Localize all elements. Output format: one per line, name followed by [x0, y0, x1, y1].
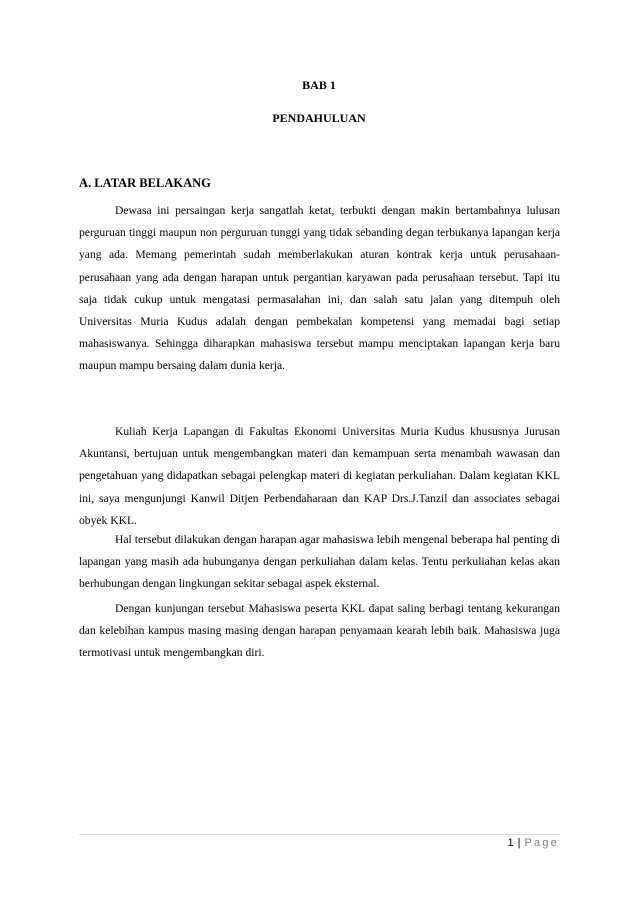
chapter-title: PENDAHULUAN — [272, 111, 366, 125]
paragraph-2 — [79, 421, 560, 532]
paragraph-text: Dewasa ini persaingan kerja sangatlah ketat, terbukti dengan makin bertambahnya lulusan perguruan tinggi maupun non perguruan tunggi yang tidak sebanding degan terbukanya lapangan kerja yang ada. Memang pemerintah sudah memberlakukan aturan kontrak kerja untuk perusahaan-perusahaan yang ada dengan harapan untuk pergantian karyawan pada perusahaan tersebut. Tapi itu saja tidak cukup untuk mengatasi permasalahan ini, dan salah satu jalan yang ditempuh oleh Universitas Muria Kudus adalah dengan pembekalan kompetensi yang memadai bagi setiap mahasiswanya. Sehingga diharapkan mahasiswa tersebut mampu menciptakan lapangan kerja baru maupun mampu bersaing dalam dunia kerja. — [79, 204, 560, 373]
paragraph-text: Dengan kunjungan tersebut Mahasiswa peserta KKL dapat saling berbagi tentang kekurangan dan kelebihan kampus masing masing dengan harapan penyamaan kearah lebih baik. Mahasiswa juga termotivasi untuk mengembangkan diri. — [79, 602, 560, 660]
paragraph-text: Hal tersebut dilakukan dengan harapan agar mahasiswa lebih mengenal beberapa hal penting di lapangan yang masih ada hubunganya dengan perkuliahan dalam kelas. Tentu perkuliahan kelas akan berhubungan dengan lingkungan sekitar sebagai aspek eksternal. — [79, 533, 560, 591]
page-footer — [508, 837, 559, 849]
footer-separator: | — [517, 837, 521, 849]
paragraph-1 — [79, 200, 560, 378]
paragraph-4 — [79, 598, 560, 665]
section-heading: A. LATAR BELAKANG — [79, 176, 211, 190]
paragraph-text: Kuliah Kerja Lapangan di Fakultas Ekonomi Universitas Muria Kudus khususnya Jurusan Akuntansi, bertujuan untuk mengembangkan materi dan kemampuan serta menambah wawasan dan pengetahuan yang didapatkan sebagai pelengkap materi di kegiatan perkuliahan. Dalam kegiatan KKL ini, saya mengunjungi Kanwil Ditjen Perbendaharaan dan KAP Drs.J.Tanzil dan associates sebagai obyek KKL. — [79, 425, 560, 527]
chapter-number: BAB 1 — [302, 78, 336, 92]
page-word: Page — [524, 837, 559, 849]
paragraph-3 — [79, 529, 560, 596]
page-number: 1 — [507, 837, 514, 849]
footer-divider — [79, 834, 560, 835]
